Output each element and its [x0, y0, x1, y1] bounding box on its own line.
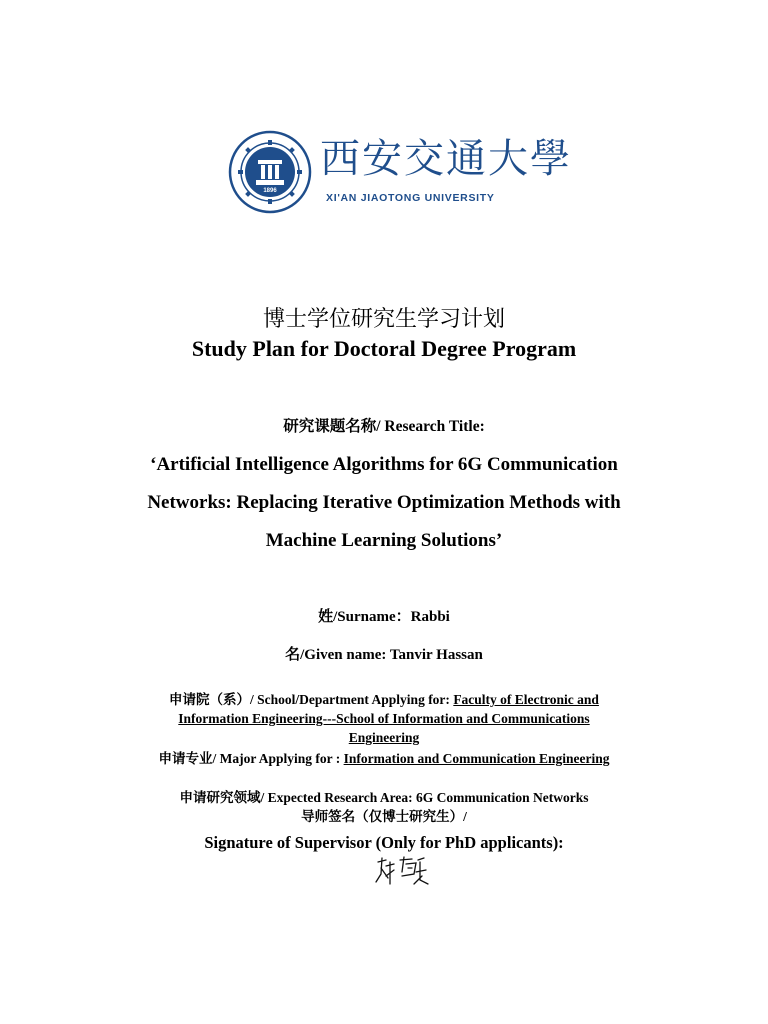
university-logo: [224, 130, 572, 216]
school-label: 申请院（系）/ School/Department Applying for:: [169, 692, 454, 707]
title-chinese: 博士学位研究生学习计划: [262, 307, 505, 332]
expected-area-field: [0, 786, 768, 806]
research-title-line-2: Networks: Replacing Iterative Optimization Methods with: [147, 492, 621, 513]
seal-year: 1896: [263, 188, 277, 194]
given-name-label: 名/Given name:: [285, 647, 390, 663]
logo-english-name: XI'AN JIAOTONG UNIVERSITY: [326, 192, 495, 204]
given-name-value: Tanvir Hassan: [389, 647, 483, 663]
surname-field: [0, 605, 768, 626]
supervisor-signature: [372, 854, 432, 888]
university-seal-icon: [228, 130, 312, 214]
logo-chinese-name: 西安交通大學: [320, 136, 572, 182]
school-value-line-2: Information Engineering---School of Information and Communications: [178, 711, 590, 726]
research-title-line-3: Machine Learning Solutions’: [265, 530, 503, 551]
major-label: 申请专业/ Major Applying for :: [158, 751, 344, 766]
research-title-line-1: ‘Artificial Intelligence Algorithms for 6G Communication: [150, 454, 618, 475]
surname-label: 姓/Surname：: [318, 609, 411, 625]
expected-area-label: 申请研究领域/ Expected Research Area:: [179, 790, 416, 805]
major-field: [0, 747, 768, 767]
supervisor-label-english: Signature of Supervisor (Only for PhD applicants):: [204, 833, 564, 852]
research-title-label: 研究课题名称/ Research Title:: [283, 418, 485, 435]
title-english: Study Plan for Doctoral Degree Program: [191, 336, 577, 361]
given-name-field: [0, 643, 768, 664]
school-value-line-1: Faculty of Electronic and: [453, 692, 599, 707]
major-value: Information and Communication Engineering: [343, 751, 610, 766]
expected-area-value: 6G Communication Networks: [415, 790, 589, 805]
supervisor-label-chinese: 导师签名（仅博士研究生）/: [301, 809, 467, 824]
school-field: [120, 690, 648, 747]
school-value-line-3: Engineering: [348, 730, 420, 745]
surname-value: Rabbi: [410, 609, 450, 625]
research-title: [110, 446, 658, 560]
